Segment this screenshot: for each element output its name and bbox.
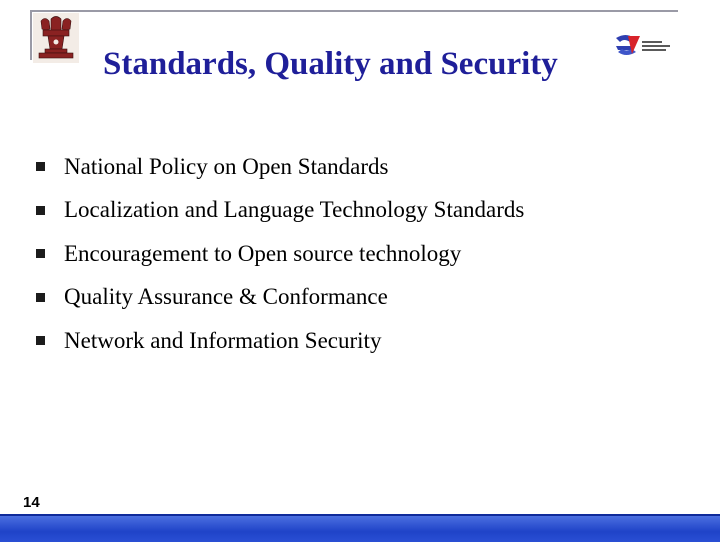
bullet-item (36, 232, 696, 276)
bullet-list (36, 145, 696, 363)
footer-bar (0, 514, 720, 542)
bullet-square-icon (36, 206, 45, 215)
header-rule-top (30, 10, 678, 12)
national-emblem-icon (33, 13, 79, 63)
bullet-item (36, 189, 696, 233)
bullet-square-icon (36, 336, 45, 345)
bullet-text: Localization and Language Technology Standards (64, 197, 525, 223)
bullet-item (36, 319, 696, 363)
bullet-text: Network and Information Security (64, 327, 382, 353)
bullet-item (36, 276, 696, 320)
bullet-text: National Policy on Open Standards (64, 153, 389, 179)
bullet-text: Encouragement to Open source technology (64, 240, 462, 266)
bullet-square-icon (36, 293, 45, 302)
bullet-item (36, 145, 696, 189)
bullet-text: Quality Assurance & Conformance (64, 284, 388, 310)
slide-title: Standards, Quality and Security (103, 46, 558, 83)
page-number: 14 (23, 494, 40, 511)
bullet-square-icon (36, 249, 45, 258)
header-rule-left (30, 10, 32, 60)
bullet-square-icon (36, 162, 45, 171)
egov-logo-icon (612, 32, 678, 60)
